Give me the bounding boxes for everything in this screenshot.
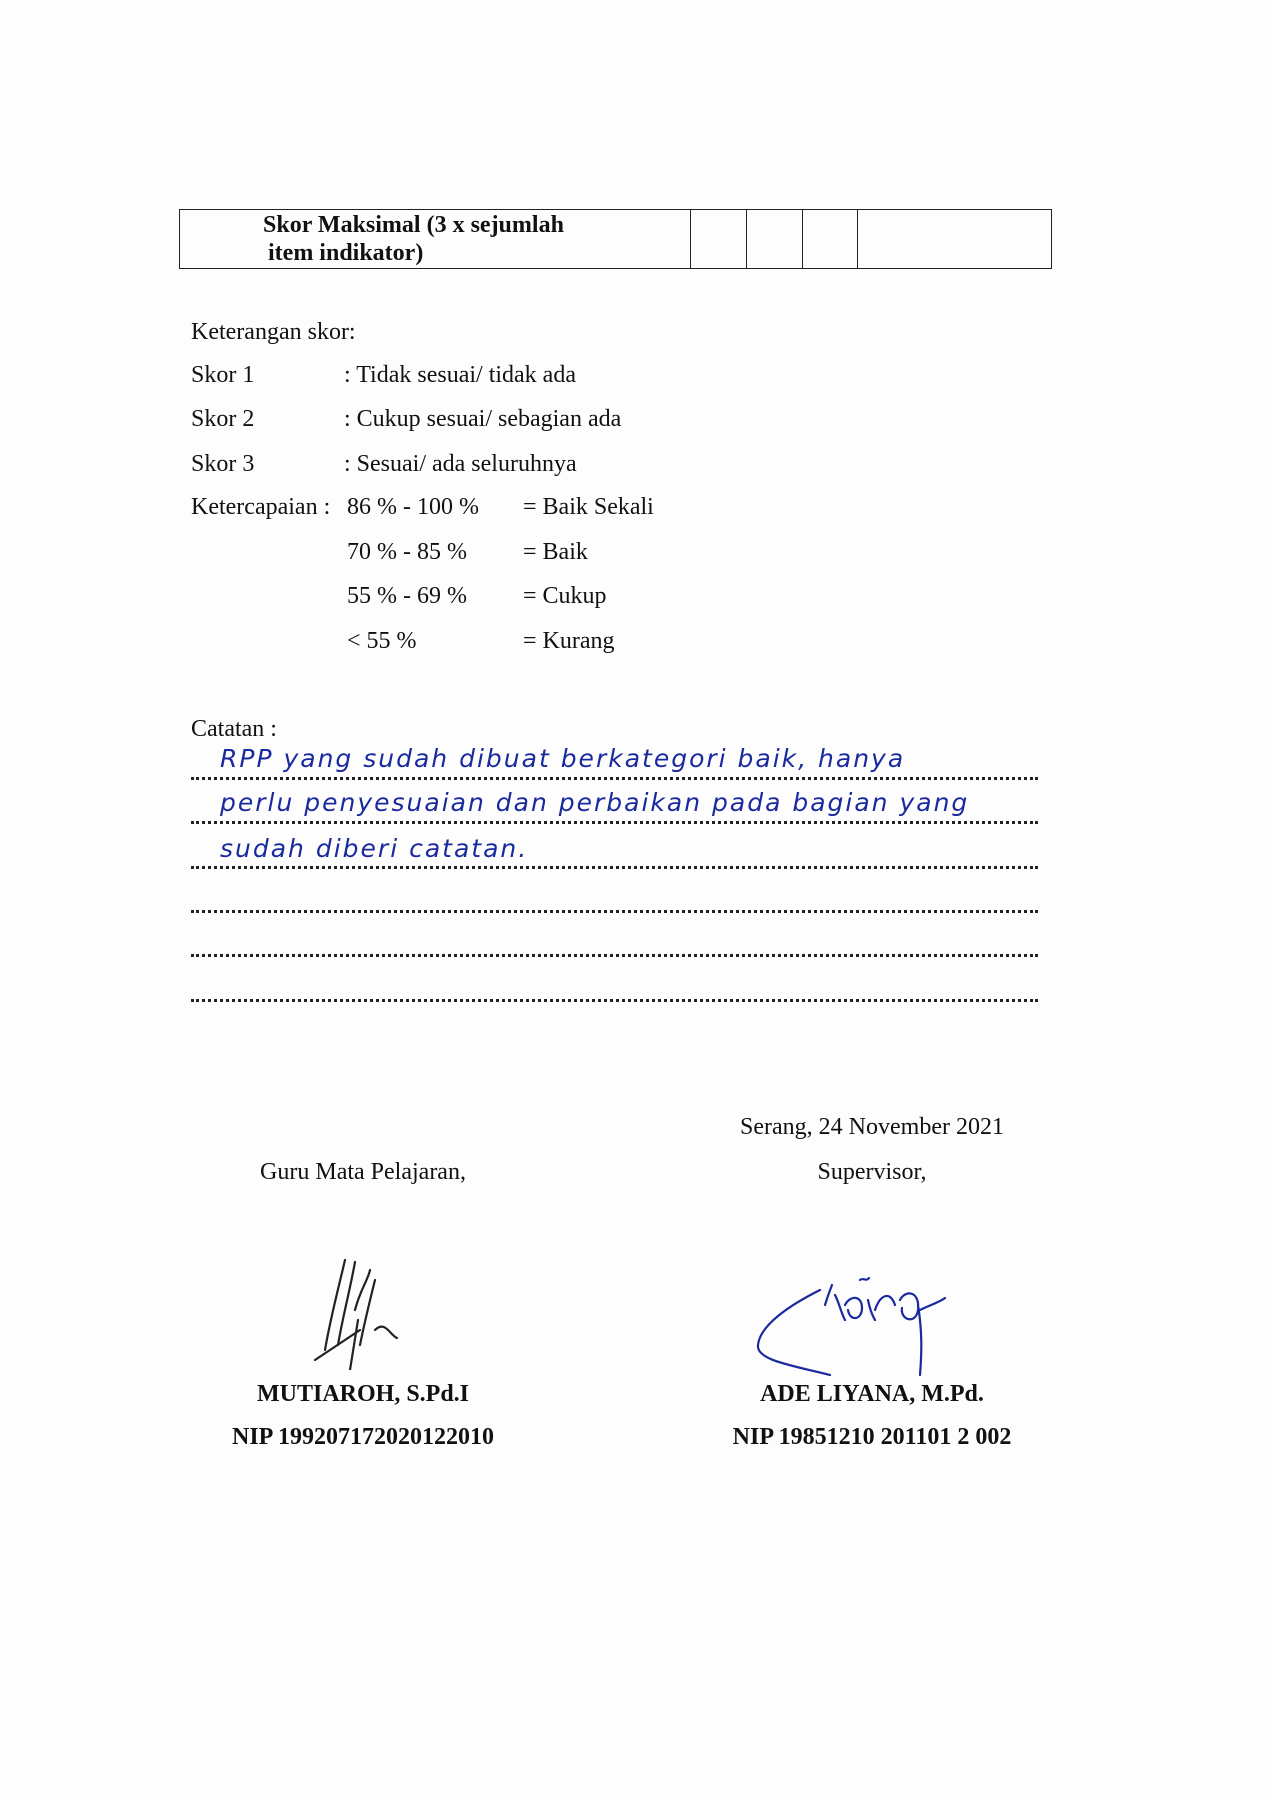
right-signature xyxy=(750,1250,980,1380)
range-4: < 55 % xyxy=(347,628,417,654)
place-date: Serang, 24 November 2021 xyxy=(740,1114,1004,1140)
score-cell-1 xyxy=(691,210,747,269)
category-1: = Baik Sekali xyxy=(523,494,654,520)
range-2: 70 % - 85 % xyxy=(347,539,467,565)
dotted-line xyxy=(191,777,1038,780)
max-score-label-line2: item indikator) xyxy=(268,240,424,266)
dotted-line xyxy=(191,999,1038,1002)
category-4: = Kurang xyxy=(523,628,615,654)
keterangan-title: Keterangan skor: xyxy=(191,319,356,345)
dotted-line xyxy=(191,866,1038,869)
dotted-line xyxy=(191,954,1038,957)
score-cell-2 xyxy=(747,210,803,269)
right-signer-role: Supervisor, xyxy=(817,1159,927,1185)
handwritten-note-line-2: perlu penyesuaian dan perbaikan pada bagian yang xyxy=(220,788,970,817)
notes-cell xyxy=(858,210,1052,269)
category-2: = Baik xyxy=(523,539,588,565)
score-table xyxy=(179,209,1052,269)
category-3: = Cukup xyxy=(523,583,607,609)
score-2-desc: : Cukup sesuai/ sebagian ada xyxy=(344,406,622,432)
right-signer-nip: NIP 19851210 201101 2 002 xyxy=(732,1424,1012,1450)
dotted-line xyxy=(191,821,1038,824)
right-signer-name: ADE LIYANA, M.Pd. xyxy=(760,1381,984,1407)
left-signer-name: MUTIAROH, S.Pd.I xyxy=(256,1381,470,1407)
handwritten-note-line-1: RPP yang sudah dibuat berkategori baik, hanya xyxy=(220,744,906,773)
score-1-desc: : Tidak sesuai/ tidak ada xyxy=(344,362,576,388)
score-2-label: Skor 2 xyxy=(191,406,255,432)
handwritten-note-line-3: sudah diberi catatan. xyxy=(220,834,529,863)
range-3: 55 % - 69 % xyxy=(347,583,467,609)
max-score-label-cell xyxy=(180,210,691,269)
left-signer-nip: NIP 199207172020122010 xyxy=(231,1424,495,1450)
dotted-line xyxy=(191,910,1038,913)
score-cell-3 xyxy=(803,210,858,269)
score-3-label: Skor 3 xyxy=(191,451,255,477)
left-signer-role: Guru Mata Pelajaran, xyxy=(260,1159,466,1185)
max-score-label-line1: Skor Maksimal (3 x sejumlah xyxy=(263,212,564,238)
left-signature xyxy=(300,1250,410,1370)
score-1-label: Skor 1 xyxy=(191,362,255,388)
score-3-desc: : Sesuai/ ada seluruhnya xyxy=(344,451,577,477)
catatan-label: Catatan : xyxy=(191,716,277,742)
ketercapaian-label: Ketercapaian : xyxy=(191,494,331,520)
range-1: 86 % - 100 % xyxy=(347,494,479,520)
